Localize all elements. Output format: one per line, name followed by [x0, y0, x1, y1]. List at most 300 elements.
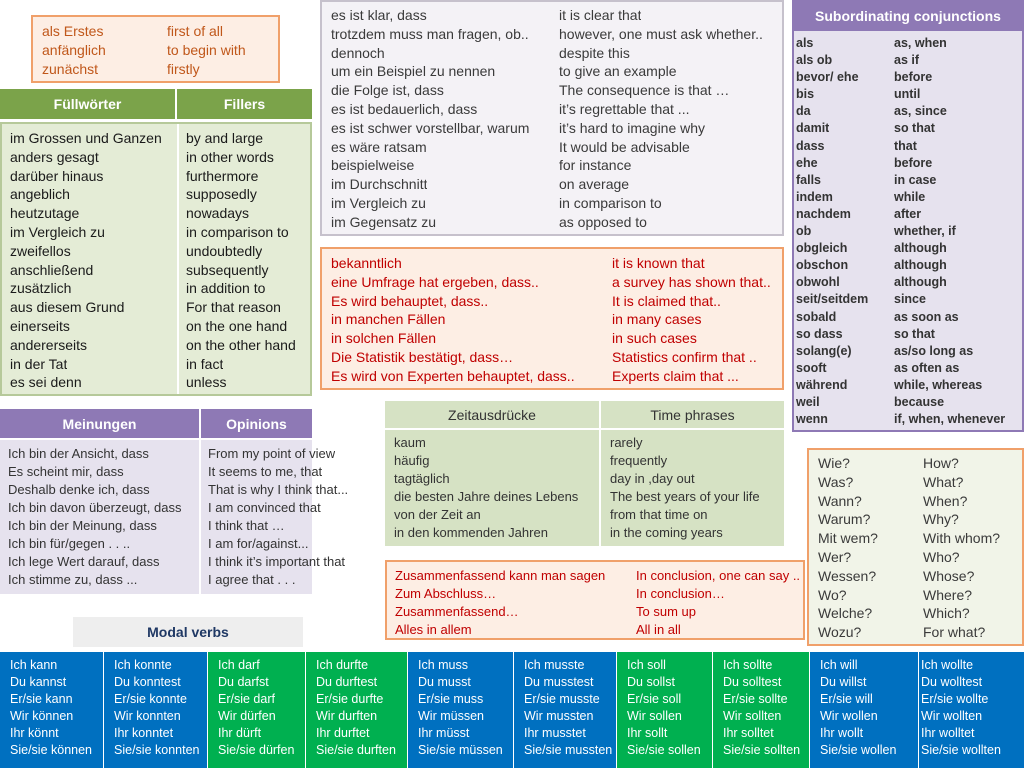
list-item	[809, 492, 1022, 511]
term-english: as often as	[894, 360, 960, 375]
term-english: in case	[894, 172, 937, 187]
term-german: weil	[796, 394, 820, 409]
term-english: while, whereas	[894, 377, 983, 392]
term-english: in addition to	[186, 280, 266, 297]
term-english: rarely	[610, 435, 643, 450]
list-item	[2, 298, 310, 317]
list-item	[0, 535, 312, 553]
conjugation-line: Ich wollte	[921, 658, 974, 672]
term-german: die Folge ist, dass	[331, 82, 444, 99]
term-english: despite this	[559, 44, 630, 61]
list-item	[0, 481, 349, 499]
conjugation-line: Sie/sie durften	[316, 743, 396, 757]
conjugation-line: Sie/sie sollen	[627, 743, 701, 757]
term-german: tagtäglich	[394, 471, 450, 486]
term-german: Es scheint mir, dass	[8, 464, 124, 479]
conjugation-line: Du durftest	[316, 675, 378, 689]
conjugation-line: Ihr durftet	[316, 726, 370, 740]
term-english: since	[894, 292, 926, 307]
modal-verb-column	[408, 652, 513, 768]
conjugation-line: Du willst	[820, 675, 867, 689]
term-english: For that reason	[186, 299, 281, 316]
conjugation-line: Er/sie sollte	[723, 692, 788, 706]
list-item	[794, 206, 1022, 223]
conjugation-line: Ihr solltet	[723, 726, 774, 740]
list-item	[2, 279, 310, 298]
conjugation-line: Ihr musstet	[524, 726, 586, 740]
list-item	[322, 138, 782, 157]
term-german: trotzdem muss man fragen, ob..	[331, 25, 529, 42]
conjugation-line: Wir wollen	[820, 709, 878, 723]
term-german: beispielweise	[331, 157, 415, 174]
list-item	[322, 273, 782, 292]
term-german: von der Zeit an	[394, 507, 481, 522]
term-german: Wessen?	[818, 567, 877, 584]
term-german: es sei denn	[10, 374, 82, 391]
term-english: by and large	[186, 130, 264, 146]
conjugation-line: Sie/sie können	[10, 743, 93, 757]
list-item	[794, 69, 1022, 86]
term-english: so that	[894, 121, 935, 136]
list-item	[33, 22, 278, 41]
list-item	[2, 185, 310, 204]
term-german: obschon	[796, 258, 849, 273]
term-english: it’s hard to imagine why	[559, 119, 706, 136]
term-german: Ich bin für/gegen . . ..	[8, 536, 131, 551]
term-english: if, when, whenever	[894, 412, 1006, 427]
time-phrases-header-de: Zeitausdrücke	[385, 401, 599, 428]
term-english: I am for/against...	[208, 536, 309, 551]
term-english: To sum up	[636, 604, 696, 619]
conjugation-line: Er/sie kann	[10, 692, 73, 706]
term-german: damit	[796, 121, 830, 136]
list-item	[0, 571, 312, 589]
conjugation-line: Sie/sie wollten	[921, 743, 1001, 757]
term-english: in many cases	[612, 311, 702, 328]
term-german: bis	[796, 87, 815, 102]
term-english: in other words	[186, 148, 274, 165]
term-german: Zusammenfassend…	[395, 604, 519, 619]
term-english: Where?	[923, 586, 973, 603]
term-english: In conclusion, one can say ..	[636, 568, 801, 583]
term-german: Wer?	[818, 548, 852, 565]
term-english: to begin with	[167, 42, 246, 58]
conjugation-line: Du solltest	[723, 675, 782, 689]
term-english: as opposed to	[559, 213, 647, 230]
term-german: häufig	[394, 453, 430, 468]
term-german: darüber hinaus	[10, 167, 104, 184]
term-english: as if	[894, 53, 920, 68]
term-german: indem	[796, 189, 833, 204]
modal-verb-column	[810, 652, 918, 768]
term-english: The best years of your life	[610, 489, 760, 504]
time-phrases-list	[385, 434, 784, 542]
list-item	[322, 25, 782, 44]
conjugation-line: Ich will	[820, 658, 858, 672]
term-english: day in ,day out	[610, 471, 695, 486]
list-item	[322, 254, 782, 273]
term-english: Which?	[923, 605, 970, 622]
fillers-table	[0, 122, 312, 396]
list-item	[33, 60, 278, 79]
list-item	[322, 6, 782, 25]
list-item	[322, 119, 782, 138]
modal-verb-column	[104, 652, 207, 768]
term-english: Statistics confirm that ..	[612, 348, 757, 365]
term-german: so dass	[796, 326, 843, 341]
list-item	[322, 156, 782, 175]
intro-box	[31, 15, 280, 83]
term-english: in comparison to	[186, 223, 289, 240]
term-english: In conclusion…	[636, 586, 725, 601]
term-german: Wie?	[818, 455, 850, 471]
term-german: Wann?	[818, 492, 862, 509]
list-item	[794, 309, 1022, 326]
term-english: that	[894, 138, 917, 153]
term-german: wenn	[796, 412, 828, 427]
term-english: Who?	[923, 548, 960, 565]
term-english: on the other hand	[186, 336, 296, 353]
list-item	[794, 274, 1022, 291]
term-german: Warum?	[818, 511, 871, 528]
term-english: because	[894, 394, 945, 409]
conjugation-line: Er/sie wollte	[921, 692, 989, 706]
subordinating-table	[792, 31, 1024, 432]
term-english: as soon as	[894, 309, 959, 324]
term-german: Ich stimme zu, dass ...	[8, 572, 138, 587]
term-english: With whom?	[923, 530, 1001, 547]
term-german: aus diesem Grund	[10, 299, 125, 316]
conjugation-line: Du darfst	[218, 675, 269, 689]
term-german: Welche?	[818, 605, 873, 622]
conjugation-line: Ich darf	[218, 658, 260, 672]
term-english: it is known that	[612, 255, 705, 271]
list-item	[385, 506, 784, 524]
list-item	[794, 120, 1022, 137]
term-english: on average	[559, 176, 630, 193]
conjugation-line: Sie/sie konnten	[114, 743, 200, 757]
term-german: während	[796, 377, 848, 392]
term-english: in such cases	[612, 330, 697, 347]
term-german: Wozu?	[818, 624, 862, 641]
term-english: I think it’s important that	[208, 554, 346, 569]
conjugation-line: Ihr wolltet	[921, 726, 975, 740]
list-item	[794, 257, 1022, 274]
term-english: How?	[923, 455, 959, 471]
term-german: Wo?	[818, 586, 847, 603]
conjugation-line: Ich muss	[418, 658, 469, 672]
list-item	[794, 411, 1022, 428]
list-item	[809, 510, 1022, 529]
term-german: die besten Jahre deines Lebens	[394, 489, 579, 504]
term-english: I agree that . . .	[208, 572, 296, 587]
term-german: andererseits	[10, 336, 88, 353]
list-item	[2, 242, 310, 261]
term-german: Ich bin der Meinung, dass	[8, 518, 157, 533]
list-item	[2, 129, 310, 148]
term-german: im Vergleich zu	[10, 223, 105, 240]
conjugation-line: Wir sollen	[627, 709, 682, 723]
term-german: heutzutage	[10, 205, 80, 222]
fillers-header-en: Fillers	[177, 89, 312, 119]
list-item	[0, 463, 323, 481]
intro-list	[33, 22, 278, 79]
term-german: um ein Beispiel zu nennen	[331, 63, 496, 80]
list-item	[322, 213, 782, 232]
conjugation-line: Er/sie soll	[627, 692, 682, 706]
conjugation-line: Sie/sie sollten	[723, 743, 801, 757]
fillers-header-de: Füllwörter	[0, 89, 175, 119]
term-english: as/so long as	[894, 343, 974, 358]
time-phrases-table	[385, 430, 784, 546]
term-german: Es wird von Experten behauptet, dass..	[331, 367, 575, 384]
term-german: sooft	[796, 360, 827, 375]
term-german: sobald	[796, 309, 837, 324]
term-german: bevor/ ehe	[796, 70, 859, 85]
modal-verb-column	[919, 652, 1024, 768]
conjugation-line: Ich konnte	[114, 658, 172, 672]
term-english: however, one must ask whether..	[559, 25, 763, 42]
term-german: im Grossen und Ganzen	[10, 130, 162, 146]
term-german: ob	[796, 224, 812, 239]
list-item	[2, 148, 310, 167]
conjugation-line: Ich durfte	[316, 658, 369, 672]
list-item	[794, 343, 1022, 360]
term-german: obwohl	[796, 275, 840, 290]
term-english: to give an example	[559, 63, 677, 80]
term-german: kaum	[394, 435, 426, 450]
list-item	[809, 529, 1022, 548]
term-german: in den kommenden Jahren	[394, 525, 548, 540]
term-german: Alles in allem	[395, 622, 472, 637]
term-english: frequently	[610, 453, 668, 468]
list-item	[794, 394, 1022, 411]
term-english: subsequently	[186, 261, 269, 278]
list-item	[385, 452, 784, 470]
conjugation-line: Ihr wollt	[820, 726, 864, 740]
term-german: Ich bin davon überzeugt, dass	[8, 500, 182, 515]
opinions-table	[0, 440, 349, 594]
list-item	[385, 434, 784, 452]
modal-verbs-header: Modal verbs	[73, 617, 303, 647]
list-item	[794, 103, 1022, 120]
list-item	[794, 326, 1022, 343]
conjugation-line: Er/sie durfte	[316, 692, 384, 706]
list-item	[2, 261, 310, 280]
list-item	[0, 553, 346, 571]
term-german: es ist schwer vorstellbar, warum	[331, 119, 530, 136]
list-item	[322, 367, 782, 386]
list-item	[322, 329, 782, 348]
term-german: anfänglich	[42, 42, 106, 58]
list-item	[794, 172, 1022, 189]
conjugation-line: Du sollst	[627, 675, 675, 689]
list-item	[809, 604, 1022, 623]
list-item	[2, 355, 310, 374]
term-german: als	[796, 36, 814, 50]
term-english: supposedly	[186, 186, 257, 203]
list-item	[794, 223, 1022, 240]
term-german: obgleich	[796, 241, 848, 256]
term-english: Experts claim that ...	[612, 367, 739, 384]
conjugation-line: Du wolltest	[921, 675, 983, 689]
term-english: while	[894, 189, 926, 204]
term-english: until	[894, 87, 921, 102]
term-german: als Erstes	[42, 23, 104, 39]
conjugation-line: Sie/sie wollen	[820, 743, 897, 757]
list-item	[809, 454, 1022, 473]
list-item	[809, 586, 1022, 605]
term-english: When?	[923, 492, 968, 509]
list-item	[2, 317, 310, 336]
term-german: Deshalb denke ich, dass	[8, 482, 150, 497]
phrases-box	[320, 0, 784, 236]
term-english: although	[894, 275, 947, 290]
term-english: so that	[894, 326, 935, 341]
list-item	[794, 35, 1022, 52]
conjugation-line: Wir sollten	[723, 709, 782, 723]
fillers-list	[2, 129, 310, 392]
term-german: Was?	[818, 473, 854, 490]
term-german: falls	[796, 172, 822, 187]
term-german: es ist bedauerlich, dass	[331, 100, 478, 117]
term-english: It would be advisable	[559, 138, 690, 155]
statements-box	[320, 247, 784, 390]
term-english: in fact	[186, 355, 224, 372]
modal-verb-column	[0, 652, 103, 768]
term-english: in the coming years	[610, 525, 723, 540]
list-item	[809, 473, 1022, 492]
term-english: for instance	[559, 157, 632, 174]
term-english: a survey has shown that..	[612, 273, 771, 290]
conjugation-line: Du konntest	[114, 675, 181, 689]
term-english: as, since	[894, 104, 947, 119]
conjugation-line: Ich soll	[627, 658, 666, 672]
modal-verb-column	[306, 652, 407, 768]
list-item	[0, 445, 336, 463]
conjugation-line: Er/sie will	[820, 692, 873, 706]
term-german: Ich bin der Ansicht, dass	[8, 446, 149, 461]
opinions-list	[0, 445, 349, 589]
conjugation-line: Wir können	[10, 709, 74, 723]
term-english: From my point of view	[208, 446, 336, 461]
question-words-list	[809, 454, 1022, 642]
term-german: da	[796, 104, 811, 119]
list-item	[809, 623, 1022, 642]
term-english: It seems to me, that	[208, 464, 323, 479]
list-item	[33, 41, 278, 60]
term-german: zweifellos	[10, 242, 71, 259]
conjugation-line: Du musst	[418, 675, 471, 689]
list-item	[387, 603, 803, 621]
term-english: undoubtedly	[186, 242, 263, 259]
term-english: Why?	[923, 511, 959, 528]
term-german: als ob	[796, 53, 833, 68]
list-item	[385, 488, 784, 506]
term-german: im Vergleich zu	[331, 194, 426, 211]
term-german: angeblich	[10, 186, 70, 203]
term-english: furthermore	[186, 167, 259, 184]
list-item	[387, 621, 803, 639]
list-item	[2, 167, 310, 186]
term-english: All in all	[636, 622, 681, 637]
term-german: zusätzlich	[10, 280, 72, 297]
modal-verb-column	[617, 652, 712, 768]
conjugation-line: Du musstest	[524, 675, 594, 689]
term-german: im Durchschnitt	[331, 176, 428, 193]
term-german: Ich lege Wert darauf, dass	[8, 554, 160, 569]
list-item	[322, 310, 782, 329]
term-german: im Gegensatz zu	[331, 213, 437, 230]
list-item	[0, 517, 312, 535]
term-german: es wäre ratsam	[331, 138, 427, 155]
list-item	[794, 52, 1022, 69]
list-item	[322, 292, 782, 311]
statements-list	[322, 254, 782, 386]
term-german: Die Statistik bestätigt, dass…	[331, 348, 514, 365]
list-item	[322, 194, 782, 213]
term-english: on the one hand	[186, 317, 288, 334]
list-item	[794, 189, 1022, 206]
term-german: Zum Abschluss…	[395, 586, 497, 601]
conjugation-line: Er/sie muss	[418, 692, 484, 706]
list-item	[794, 86, 1022, 103]
term-english: The consequence is that …	[559, 82, 730, 99]
list-item	[794, 291, 1022, 308]
phrases-list	[322, 6, 782, 232]
list-item	[794, 360, 1022, 377]
list-item	[385, 524, 784, 542]
modal-verb-column	[208, 652, 305, 768]
conjugation-line: Ich kann	[10, 658, 58, 672]
conjugation-line: Ihr könnt	[10, 726, 59, 740]
conjugation-line: Ihr konntet	[114, 726, 174, 740]
term-german: einerseits	[10, 317, 70, 334]
term-german: dass	[796, 138, 825, 153]
term-english: after	[894, 206, 922, 221]
conjugation-line: Ich musste	[524, 658, 585, 672]
term-german: seit/seitdem	[796, 292, 869, 307]
list-item	[322, 100, 782, 119]
term-english: It is claimed that..	[612, 292, 721, 309]
term-english: it’s regrettable that ...	[559, 100, 690, 117]
conjugation-line: Wir dürfen	[218, 709, 276, 723]
term-german: ehe	[796, 155, 818, 170]
term-english: firstly	[167, 61, 200, 77]
term-english: before	[894, 155, 933, 170]
term-english: I am convinced that	[208, 500, 321, 515]
conclusions-box	[385, 560, 805, 640]
term-english: What?	[923, 473, 964, 490]
term-german: zunächst	[42, 61, 99, 77]
conjugation-line: Wir mussten	[524, 709, 594, 723]
term-german: anders gesagt	[10, 148, 99, 165]
term-german: es ist klar, dass	[331, 7, 427, 23]
term-english: I think that …	[208, 518, 285, 533]
conjugation-line: Ihr dürft	[218, 726, 262, 740]
conjugation-line: Sie/sie dürfen	[218, 743, 295, 757]
list-item	[809, 548, 1022, 567]
list-item	[322, 175, 782, 194]
conjugation-line: Er/sie konnte	[114, 692, 187, 706]
term-german: eine Umfrage hat ergeben, dass..	[331, 273, 539, 290]
term-english: in comparison to	[559, 194, 662, 211]
conjugation-line: Er/sie darf	[218, 692, 275, 706]
term-german: Es wird behauptet, dass..	[331, 292, 489, 309]
conjugation-line: Ihr sollt	[627, 726, 668, 740]
term-german: nachdem	[796, 206, 851, 221]
list-item	[322, 44, 782, 63]
